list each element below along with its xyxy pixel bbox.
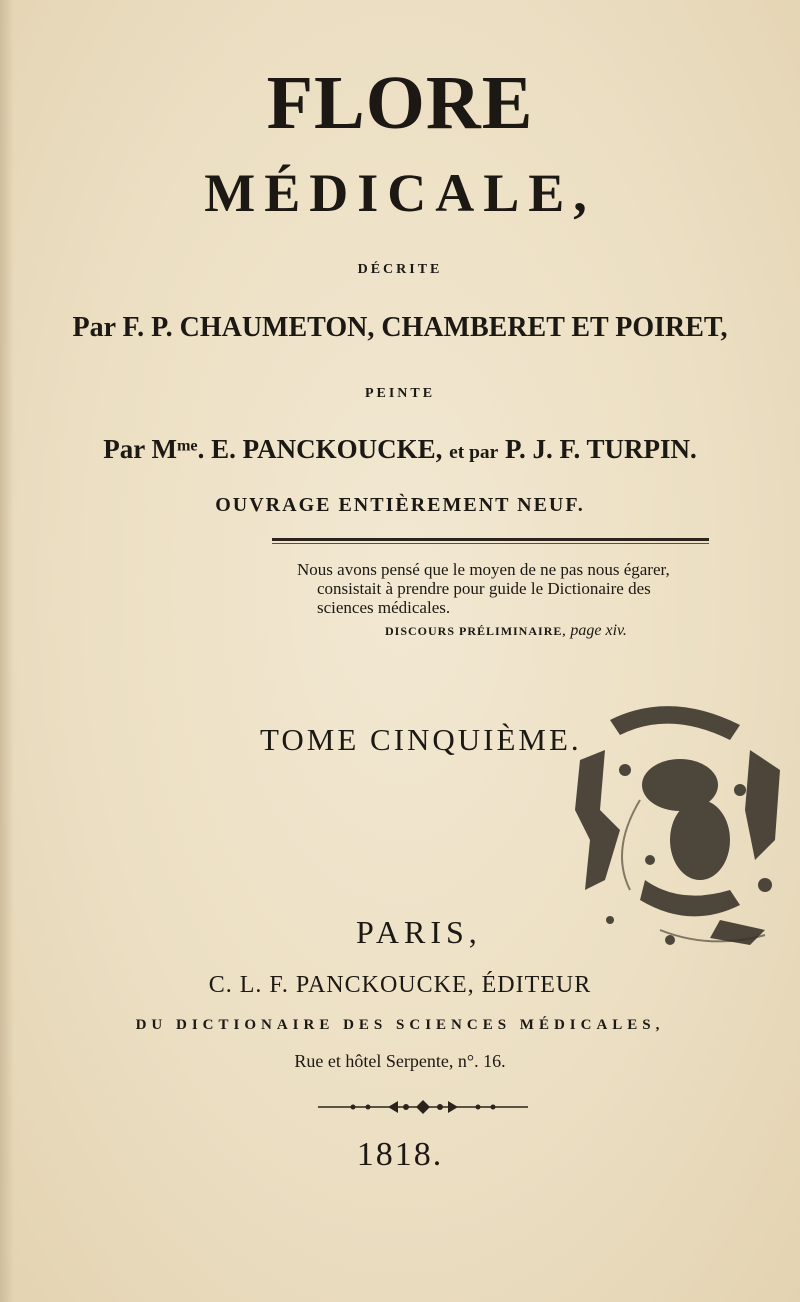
painter-title: M [151,434,177,464]
divider-rule [272,538,709,541]
city: PARIS, [356,914,482,950]
authors-line [0,312,800,344]
painter-title-sup: me [176,436,198,455]
authors-prefix: Par [72,312,116,343]
authors-names: F. P. CHAUMETON, CHAMBERET ET POIRET, [122,312,728,343]
address: Rue et hôtel Serpente, n°. 16. [294,1051,506,1071]
title-line-1: FLORE [266,61,534,145]
epigraph-line-2: consistait à prendre pour guide le Dictionaire des [317,579,651,598]
epigraph-line-1: Nous avons pensé que le moyen de ne pas nous égarer, [297,560,670,579]
painter-2: P. J. F. TURPIN. [505,434,697,464]
year: 1818. [356,1136,444,1173]
volume-label: TOME CINQUIÈME. [260,722,582,757]
title-line-2: MÉDICALE, [204,163,596,223]
epigraph-source-page: page xiv. [570,622,627,639]
library-stamp-icon [550,690,790,990]
publisher: C. L. F. PANCKOUCKE, ÉDITEUR [208,972,592,998]
epigraph-source-title: DISCOURS PRÉLIMINAIRE, [385,624,567,638]
painter-1: . E. PANCKOUCKE, [197,434,443,464]
epigraph [297,560,715,617]
ornament-divider-icon [318,1099,528,1115]
epigraph-source [385,622,627,640]
painters-prefix: Par [103,434,145,464]
work-note: OUVRAGE ENTIÈREMENT NEUF. [215,494,585,516]
painted-label: PEINTE [364,386,436,401]
publisher-description: DU DICTIONAIRE DES SCIENCES MÉDICALES, [135,1017,665,1033]
painters-conjunction: et par [449,442,499,463]
painters-line [0,434,800,465]
described-label: DÉCRITE [357,262,443,277]
epigraph-line-3: sciences médicales. [317,598,451,617]
